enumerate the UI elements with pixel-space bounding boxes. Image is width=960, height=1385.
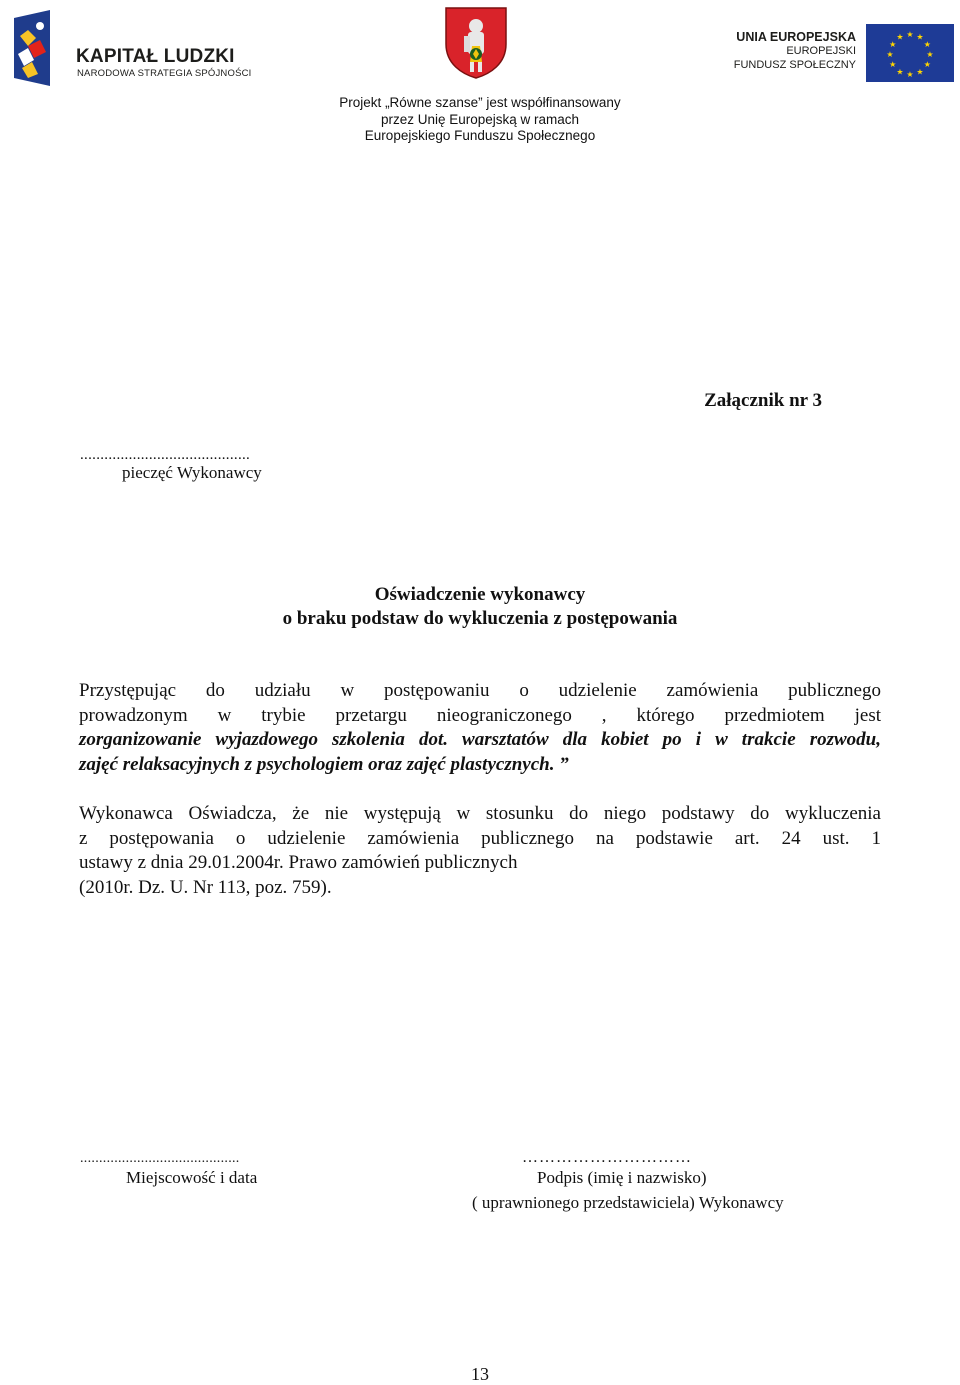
page-number: 13 xyxy=(471,1364,489,1384)
svg-text:★: ★ xyxy=(916,67,924,77)
svg-text:★: ★ xyxy=(886,50,894,59)
paragraph-declaration-line2: z postępowania o udzielenie zamówienia publicznego na podstawie art. 24 ust. 1 xyxy=(79,827,881,849)
paragraph-intro xyxy=(79,679,881,777)
paragraph-declaration-line1: Wykonawca Oświadcza, że nie występują w stosunku do niego podstawy do wykluczenia xyxy=(79,803,881,824)
kapital-ludzki-logo xyxy=(6,8,256,88)
svg-text:★: ★ xyxy=(889,60,897,69)
eu-label-line2: EUROPEJSKI xyxy=(786,45,856,57)
project-note-line1: Projekt „Równe szanse” jest współfinansowany xyxy=(339,95,621,110)
svg-text:★: ★ xyxy=(896,67,904,77)
svg-text:★: ★ xyxy=(923,40,931,49)
svg-text:★: ★ xyxy=(906,70,914,79)
svg-text:★: ★ xyxy=(889,40,897,49)
svg-text:★: ★ xyxy=(923,60,931,69)
place-date-label: Miejscowość i data xyxy=(126,1168,258,1187)
stamp-dotted-line: .......................................... xyxy=(80,447,251,463)
paragraph-declaration-line3: ustawy z dnia 29.01.2004r. Prawo zamówień publicznych xyxy=(79,852,518,873)
stamp-label: pieczęć Wykonawcy xyxy=(122,463,262,482)
svg-text:★: ★ xyxy=(916,32,924,42)
paragraph-intro-line3: zorganizowanie wyjazdowego szkolenia dot. warsztatów dla kobiet po i w trakcie rozwodu, xyxy=(79,729,881,750)
paragraph-intro-line2: prowadzonym w trybie przetargu nieograniczonego , którego przedmiotem jest xyxy=(79,704,881,726)
eu-label-line3: FUNDUSZ SPOŁECZNY xyxy=(733,59,856,71)
paragraph-declaration xyxy=(79,802,881,900)
project-note xyxy=(300,95,660,145)
svg-text:★: ★ xyxy=(926,50,934,59)
signature-representative-label: ( uprawnionego przedstawiciela) Wykonawcy xyxy=(472,1193,784,1212)
document-title: Oświadczenie wykonawcy xyxy=(374,584,586,605)
document-subtitle: o braku podstaw do wykluczenia z postępowania xyxy=(282,608,678,629)
signature-label: Podpis (imię i nazwisko) xyxy=(537,1168,707,1187)
municipal-crest-icon xyxy=(442,4,510,80)
eu-label-line1: UNIA EUROPEJSKA xyxy=(736,30,856,44)
kapital-ludzki-subtitle: NARODOWA STRATEGIA SPÓJNOŚCI xyxy=(77,68,252,79)
project-note-line2: przez Unię Europejską w ramach xyxy=(380,111,580,127)
eu-label xyxy=(700,30,856,72)
kapital-ludzki-title: KAPITAŁ LUDZKI xyxy=(76,46,235,67)
project-note-line3: Europejskiego Funduszu Społecznego xyxy=(364,128,596,143)
annex-label: Załącznik nr 3 xyxy=(704,390,822,411)
svg-text:★: ★ xyxy=(896,32,904,42)
paragraph-declaration-line4: (2010r. Dz. U. Nr 113, poz. 759). xyxy=(79,876,332,898)
kapital-ludzki-emblem-icon xyxy=(6,8,66,88)
paragraph-intro-line1: Przystępując do udziału w postępowaniu o udzielenie zamówienia publicznego xyxy=(79,680,881,701)
place-date-dotted-line: .......................................... xyxy=(80,1151,240,1166)
svg-text:★: ★ xyxy=(906,30,914,39)
paragraph-intro-line4: zajęć relaksacyjnych z psychologiem oraz zajęć plastycznych. ” xyxy=(79,753,569,775)
eu-flag-icon xyxy=(866,24,954,82)
signature-dotted-line: ………………………… xyxy=(522,1149,692,1166)
